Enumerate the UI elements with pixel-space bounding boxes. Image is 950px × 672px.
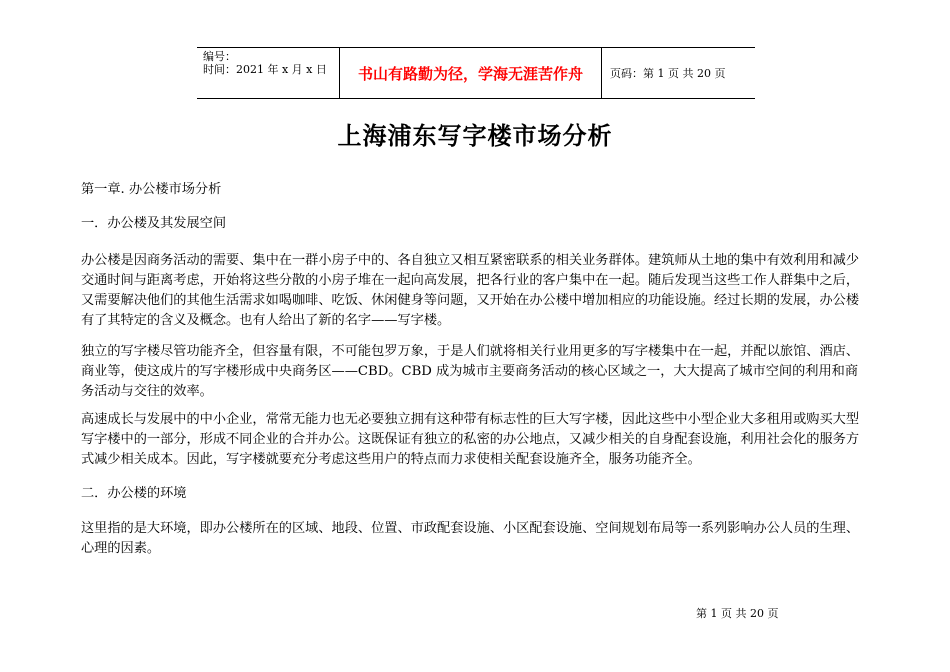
- paragraph-2-text: 独立的写字楼尽管功能齐全，但容量有限，不可能包罗万象，于是人们就将相关行业用更多的写字楼集中在一起，并配以旅馆、酒店、商业等，使这成片的写字楼形成中央商务区——CBD。CBD 成为城市主要商务活动的核心区域之一，大大提高了城市空间的利用和商务活动与交往的效率。: [81, 344, 860, 399]
- paragraph-3: [81, 410, 871, 470]
- page-footer: 第 1 页 共 20 页: [696, 607, 779, 620]
- header-motto: 书山有路勤为径，学海无涯苦作舟: [340, 48, 602, 98]
- section-heading-2: [81, 484, 871, 504]
- paragraph-4: [81, 519, 871, 559]
- paragraph-4-text: 这里指的是大环境，即办公楼所在的区域、地段、位置、市政配套设施、小区配套设施、空间规划布局等一系列影响办公人员的生理、心理的因素。: [81, 521, 860, 556]
- section-heading-1: [81, 214, 871, 234]
- number-label: 编号：: [203, 50, 236, 63]
- document-title: 上海浦东写字楼市场分析: [337, 122, 613, 150]
- paragraph-1-text: 办公楼是因商务活动的需要、集中在一群小房子中的、各自独立又相互紧密联系的相关业务群体。建筑师从土地的集中有效利用和减少交通时间与距离考虑，开始将这些分散的小房子堆在一起向高发展，把各行业的客户集中在一起。随后发现当这些工作人群集中之后，又需要解决他们的其他生活需求如喝咖啡、吃饭、休闲健身等问题，又开始在办公楼中增加相应的功能设施。经过长期的发展，办公楼有了其特定的含义及概念。也有人给出了新的名字——写字楼。: [81, 253, 860, 328]
- header-page-info: 页码：第 1 页 共 20 页: [610, 67, 726, 80]
- header-table: [197, 47, 755, 99]
- section-heading-2-text: 二．办公楼的环境: [81, 486, 187, 501]
- section-heading-1-text: 一．办公楼及其发展空间: [81, 216, 227, 231]
- header-left-cell: [197, 48, 340, 98]
- paragraph-2: [81, 342, 871, 402]
- chapter-heading: [81, 180, 871, 200]
- paragraph-1: [81, 251, 871, 331]
- paragraph-3-text: 高速成长与发展中的中小企业，常常无能力也无必要独立拥有这种带有标志性的巨大写字楼，因此这些中小型企业大多租用或购买大型写字楼中的一部分，形成不同企业的合并办公。这既保证有独立的私密的办公地点，又减少相关的自身配套设施，利用社会化的服务方式减少相关成本。因此，写字楼就要充分考虑这些用户的特点而力求使相关配套设施齐全，服务功能齐全。: [81, 412, 860, 467]
- chapter-heading-text: 第一章. 办公楼市场分析: [81, 182, 222, 197]
- time-label: 时间：2021 年 x 月 x 日: [203, 63, 327, 76]
